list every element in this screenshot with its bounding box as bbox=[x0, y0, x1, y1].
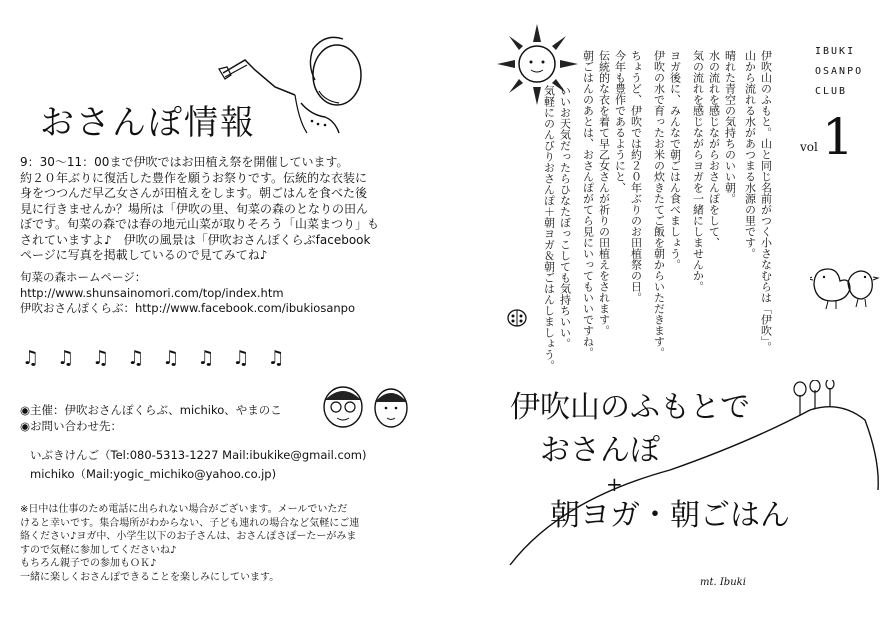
column-text: ヨガ後に、みんなで朝ごはん食べましょう。 bbox=[668, 50, 682, 270]
club-label bbox=[815, 42, 863, 102]
volume-number: 1 bbox=[822, 108, 854, 166]
body-line: 身をつつんだ早乙女さんが田植えをします。朝ごはんを食べた後 bbox=[20, 186, 368, 200]
disclaimer-line: もちろん親子での参加もＯＫ♪ bbox=[20, 558, 157, 569]
column-text: いいお天気だったらひなたぼっこしても気持ちいい。 bbox=[558, 85, 572, 349]
body-line: 約２０年ぶりに復活した豊作を願うお祭りです。伝統的な衣装に bbox=[20, 170, 368, 185]
disclaimer-line: 絡ください♪ヨガ中、小学生以下のお子さんは、おさんぽさぽーたーがみま bbox=[20, 531, 357, 542]
headline-line-1: 伊吹山のふもとで bbox=[510, 390, 750, 425]
plus-sign: + bbox=[606, 472, 623, 496]
headline-line-3: 朝ヨガ・朝ごはん bbox=[550, 498, 790, 533]
organizer-info bbox=[20, 402, 282, 434]
club-line: OSANPO bbox=[815, 66, 864, 77]
event-description bbox=[20, 155, 415, 264]
homepage-link[interactable]: http://www.shunsainomori.com/top/index.htm bbox=[20, 285, 284, 300]
column-text: 気の流れを感じながらヨガを一緒にしませんか。 bbox=[691, 50, 705, 292]
column-text: 伝統的な衣を着て早乙女さんが祈りの田植えをされます。 bbox=[597, 50, 611, 336]
column-text: ちょうど、伊吹では約２０年ぶりのお田植祭の日。 bbox=[629, 50, 643, 303]
column-text: 伊吹山のふもと。山と同じ名前がつく小さなむらは「伊吹」。 bbox=[759, 50, 773, 353]
facebook-link[interactable]: 伊吹おさんぽくらぶ：http://www.facebook.com/ibukiosanpo bbox=[20, 301, 355, 315]
disclaimer-note bbox=[20, 503, 415, 584]
faces-illustration bbox=[315, 380, 415, 430]
page-title: おさんぽ情報 bbox=[40, 103, 256, 143]
headline-line-2: おさんぽ bbox=[540, 433, 660, 468]
signature: mt. Ibuki bbox=[700, 577, 746, 588]
disclaimer-line: すので気軽に参加してくださいね♪ bbox=[20, 544, 177, 556]
homepage-label: 旬菜の森ホームページ： bbox=[20, 270, 147, 284]
contact-heading: ◉お問い合わせ先： bbox=[20, 419, 123, 433]
music-notes-decoration: ♫ ♫ ♫ ♫ ♫ ♫ ♫ ♫ bbox=[22, 347, 291, 369]
organizer-line: ◉主催：伊吹おさんぽくらぶ、michiko、やまのこ bbox=[20, 403, 282, 417]
club-line: IBUKI bbox=[815, 46, 856, 57]
contact-line: いぶきけんご（Tel:080-5313-1227 Mail:ibukike@gmail.com) bbox=[30, 448, 367, 462]
column-text: 山から流れる水があつまる水源の里です。 bbox=[743, 50, 757, 259]
volume-label: vol bbox=[800, 140, 818, 154]
column-text: 伊吹の水で育ったお米の炊きたてご飯を朝からいただきます。 bbox=[652, 50, 666, 358]
body-line: 見に行きませんか？場所は「伊吹の里、旬菜の森のとなりの田ん bbox=[20, 201, 369, 216]
links-section bbox=[20, 270, 420, 317]
birds-illustration bbox=[810, 255, 880, 310]
body-line: ぼです。旬菜の森では春の地元山菜が取りそろう「山菜まつり」も bbox=[20, 217, 380, 231]
column-text: 朝ごはんのあとは、おさんぽがてら見にいってもいいですね。 bbox=[581, 50, 595, 358]
disclaimer-line: ※日中は仕事のため電話に出られない場合がございます。メールでいただ bbox=[20, 504, 348, 515]
contact-info bbox=[30, 446, 367, 484]
club-line: CLUB bbox=[815, 86, 848, 97]
disclaimer-line: 一緒に楽しくおさんぽできることを楽しみにしています。 bbox=[20, 571, 280, 583]
disclaimer-line: けると幸いです。集合場所がわからない、子ども連れの場合など気軽にご連 bbox=[20, 517, 360, 529]
column-text: 気軽にのんびりおさんぽ＋朝ヨガ＆朝ごはんしましょう。 bbox=[542, 85, 556, 371]
body-line: されていますよ♪ 伊吹の風景は「伊吹おさんぽくらぶfacebook bbox=[20, 232, 371, 247]
contact-line: michiko（Mail:yogic_michiko@yahoo.co.jp) bbox=[30, 467, 277, 481]
column-text: 今年も豊作であるようにと、 bbox=[613, 50, 627, 193]
column-text: 水の流れを感じながらおさんぽをして、 bbox=[707, 50, 721, 248]
column-text: 晴れた青空の気持ちのいい朝。 bbox=[723, 50, 737, 204]
body-line: ページに写真を掲載しているので見てみてね♪ bbox=[20, 248, 268, 262]
body-line: 9：30～11：00まで伊吹ではお田植え祭を開催しています。 bbox=[20, 155, 349, 169]
person-illustration bbox=[215, 25, 365, 135]
ladybug-icon bbox=[505, 305, 529, 329]
